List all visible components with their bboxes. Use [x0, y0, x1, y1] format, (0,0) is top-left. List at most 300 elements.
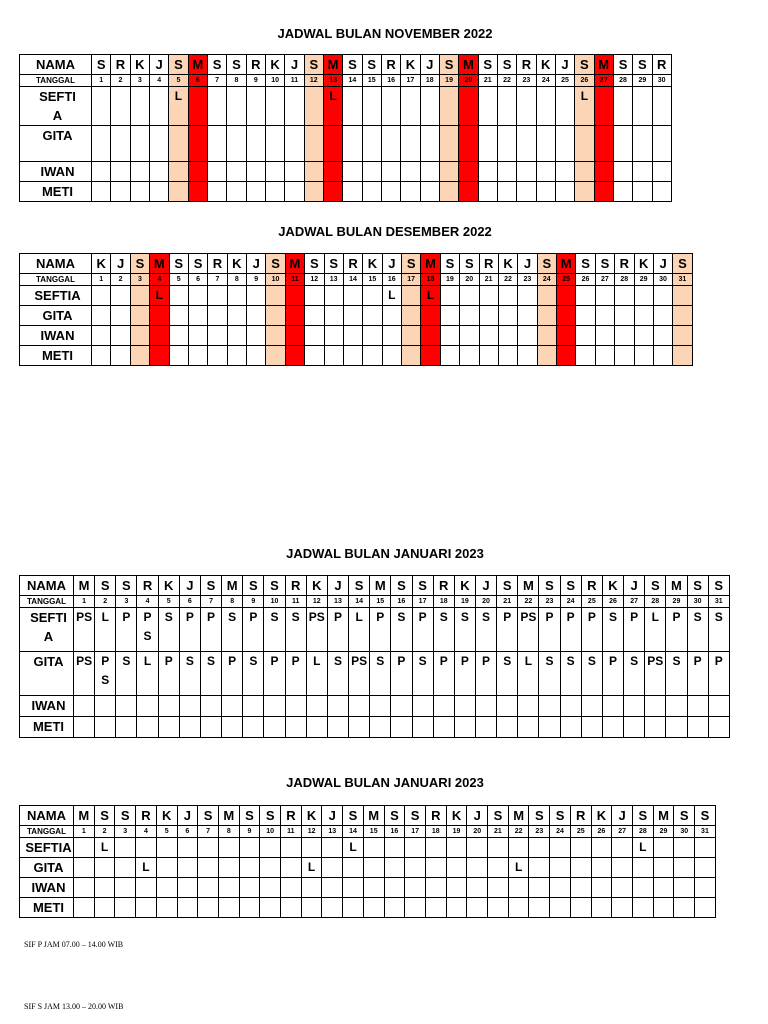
schedule-cell [305, 306, 324, 326]
date-number: 13 [327, 596, 348, 608]
date-number: 22 [498, 274, 517, 286]
schedule-cell: L [645, 608, 666, 652]
schedule-cell [218, 858, 239, 878]
schedule-cell: L [306, 652, 327, 696]
schedule-cell [362, 162, 381, 182]
schedule-cell [595, 306, 614, 326]
table-row [20, 608, 730, 652]
schedule-cell [169, 346, 188, 366]
schedule-cell [446, 898, 467, 918]
schedule-cell [446, 838, 467, 858]
date-number: 26 [575, 75, 594, 87]
day-letter: S [633, 55, 652, 75]
table-row [20, 306, 693, 326]
schedule-cell [198, 878, 219, 898]
date-number: 28 [615, 274, 634, 286]
schedule-cell: P [602, 652, 623, 696]
schedule-cell [306, 717, 327, 738]
table-row [20, 717, 730, 738]
schedule-cell: P S [95, 652, 116, 696]
day-letter: S [405, 806, 426, 826]
day-letter: S [478, 55, 497, 75]
day-letter: J [653, 254, 672, 274]
schedule-cell [645, 717, 666, 738]
schedule-cell [207, 126, 226, 162]
day-letter: M [518, 576, 539, 596]
schedule-cell [570, 878, 591, 898]
table-1-title: JADWAL BULAN NOVEMBER 2022 [277, 26, 493, 41]
schedule-cell: P S [137, 608, 158, 652]
date-number: 23 [539, 596, 560, 608]
schedule-cell [208, 346, 227, 366]
schedule-cell [634, 286, 653, 306]
schedule-cell [401, 162, 420, 182]
schedule-cell [322, 858, 343, 878]
schedule-cell: P [666, 608, 687, 652]
date-number: 15 [363, 826, 384, 838]
schedule-cell [362, 182, 381, 202]
schedule-cell [467, 898, 488, 918]
schedule-cell [615, 346, 634, 366]
date-number: 26 [576, 274, 595, 286]
schedule-cell: L [632, 838, 653, 858]
day-letter: S [613, 55, 632, 75]
schedule-cell [150, 326, 169, 346]
schedule-cell [247, 346, 266, 366]
date-number: 13 [322, 826, 343, 838]
day-letter: J [285, 55, 304, 75]
schedule-cell: L [349, 608, 370, 652]
date-number: 15 [363, 274, 382, 286]
date-number: 14 [343, 75, 362, 87]
date-number: 28 [645, 596, 666, 608]
schedule-cell [612, 838, 633, 858]
schedule-cell [188, 346, 207, 366]
schedule-cell [260, 858, 281, 878]
schedule-cell [459, 87, 478, 126]
tanggal-label: TANGGAL [20, 826, 74, 838]
schedule-cell [305, 326, 324, 346]
day-letter: S [460, 254, 479, 274]
schedule-cell [207, 87, 226, 126]
schedule-cell [169, 326, 188, 346]
day-letter: M [363, 806, 384, 826]
day-letter: K [536, 55, 555, 75]
date-number: 2 [111, 75, 130, 87]
day-letter: R [285, 576, 306, 596]
schedule-cell [478, 126, 497, 162]
schedule-cell [653, 346, 672, 366]
date-number: 24 [560, 596, 581, 608]
day-letter: S [95, 576, 116, 596]
shift-p-note: SIF P JAM 07.00 – 14.00 WIB [24, 940, 124, 949]
schedule-cell [323, 182, 342, 202]
date-number: 17 [402, 274, 421, 286]
schedule-cell [454, 696, 475, 717]
date-number: 12 [304, 75, 323, 87]
schedule-cell [156, 838, 177, 858]
schedule-cell [420, 87, 439, 126]
schedule-cell: P [222, 652, 243, 696]
schedule-cell: S [454, 608, 475, 652]
day-letter: S [239, 806, 260, 826]
schedule-cell [634, 346, 653, 366]
schedule-cell [218, 898, 239, 918]
schedule-cell [285, 182, 304, 202]
schedule-cell [324, 326, 343, 346]
schedule-cell [92, 162, 111, 182]
day-letter: R [652, 55, 671, 75]
schedule-cell [613, 87, 632, 126]
date-number: 13 [324, 274, 343, 286]
schedule-cell [115, 878, 136, 898]
schedule-cell [207, 182, 226, 202]
day-letter: M [508, 806, 529, 826]
day-letter: S [488, 806, 509, 826]
day-letter: K [301, 806, 322, 826]
day-header-row [20, 806, 716, 826]
schedule-cell [74, 696, 95, 717]
schedule-cell [74, 898, 95, 918]
schedule-cell [555, 182, 574, 202]
schedule-cell [575, 162, 594, 182]
day-letter: R [381, 55, 400, 75]
date-number: 3 [116, 596, 137, 608]
schedule-cell: S [412, 652, 433, 696]
day-letter: K [363, 254, 382, 274]
schedule-cell [478, 182, 497, 202]
person-name: METI [20, 182, 92, 202]
day-letter: R [479, 254, 498, 274]
schedule-cell: S [560, 652, 581, 696]
schedule-cell [439, 162, 458, 182]
schedule-cell: P [179, 608, 200, 652]
tanggal-label: TANGGAL [20, 596, 74, 608]
date-number: 20 [467, 826, 488, 838]
schedule-cell: P [285, 652, 306, 696]
date-number: 19 [454, 596, 475, 608]
day-letter: K [401, 55, 420, 75]
schedule-cell: S [243, 652, 264, 696]
schedule-cell [384, 838, 405, 858]
day-letter: J [111, 254, 130, 274]
day-letter: J [177, 806, 198, 826]
schedule-cell [343, 306, 362, 326]
schedule-cell [594, 162, 613, 182]
schedule-cell [537, 326, 556, 346]
date-number: 14 [343, 826, 364, 838]
schedule-cell [632, 898, 653, 918]
date-number: 1 [74, 826, 95, 838]
schedule-cell: P [708, 652, 729, 696]
schedule-cell [381, 162, 400, 182]
schedule-cell [285, 162, 304, 182]
day-letter: J [382, 254, 401, 274]
day-letter: R [137, 576, 158, 596]
schedule-cell [673, 346, 692, 366]
schedule-cell: L [518, 652, 539, 696]
day-letter: R [615, 254, 634, 274]
day-letter: M [285, 254, 304, 274]
schedule-cell [459, 162, 478, 182]
schedule-cell [243, 696, 264, 717]
date-number: 16 [384, 826, 405, 838]
date-number: 28 [613, 75, 632, 87]
schedule-cell [74, 838, 95, 858]
schedule-cell [285, 126, 304, 162]
schedule-cell [425, 878, 446, 898]
schedule-cell [591, 838, 612, 858]
schedule-table-desember-2022 [19, 253, 693, 366]
schedule-cell [529, 838, 550, 858]
schedule-cell [222, 696, 243, 717]
schedule-cell [666, 696, 687, 717]
day-letter: S [260, 806, 281, 826]
schedule-cell [391, 696, 412, 717]
schedule-cell [266, 346, 285, 366]
schedule-cell [595, 346, 614, 366]
day-letter: J [518, 254, 537, 274]
day-letter: S [497, 576, 518, 596]
schedule-cell [555, 162, 574, 182]
schedule-cell [695, 838, 716, 858]
date-number: 30 [653, 274, 672, 286]
table-row [20, 346, 693, 366]
schedule-cell [391, 717, 412, 738]
schedule-cell [433, 717, 454, 738]
day-letter: J [322, 806, 343, 826]
day-letter: M [370, 576, 391, 596]
date-number: 26 [602, 596, 623, 608]
schedule-cell [343, 182, 362, 202]
schedule-cell [136, 898, 157, 918]
day-letter: K [227, 254, 246, 274]
schedule-cell [149, 126, 168, 162]
date-number: 24 [536, 75, 555, 87]
schedule-cell [581, 696, 602, 717]
schedule-cell: PS [74, 652, 95, 696]
table-3-title: JADWAL BULAN JANUARI 2023 [286, 546, 484, 561]
date-number: 25 [581, 596, 602, 608]
table-row [20, 126, 672, 162]
schedule-cell [227, 286, 246, 306]
schedule-table-november-2022 [19, 54, 672, 202]
date-number: 22 [497, 75, 516, 87]
schedule-cell: P [391, 652, 412, 696]
schedule-cell [247, 306, 266, 326]
day-letter: S [439, 55, 458, 75]
schedule-cell: S [158, 608, 179, 652]
day-letter: S [695, 806, 716, 826]
day-letter: S [645, 576, 666, 596]
name-header: NAMA [20, 806, 74, 826]
schedule-cell [188, 286, 207, 306]
date-number: 18 [421, 274, 440, 286]
schedule-cell [343, 162, 362, 182]
schedule-cell [653, 858, 674, 878]
schedule-cell [266, 306, 285, 326]
schedule-cell [570, 838, 591, 858]
schedule-cell [402, 286, 421, 306]
schedule-cell [401, 87, 420, 126]
schedule-cell [92, 286, 111, 306]
schedule-cell [557, 286, 576, 306]
date-number: 20 [459, 75, 478, 87]
day-letter: K [158, 576, 179, 596]
date-number: 21 [497, 596, 518, 608]
day-letter: S [673, 254, 692, 274]
name-header: NAMA [20, 55, 92, 75]
date-number: 7 [208, 274, 227, 286]
schedule-cell [653, 898, 674, 918]
schedule-cell [488, 898, 509, 918]
day-letter: S [324, 254, 343, 274]
schedule-cell [460, 346, 479, 366]
day-letter: S [497, 55, 516, 75]
schedule-cell [613, 182, 632, 202]
schedule-cell [322, 878, 343, 898]
schedule-cell: S [602, 608, 623, 652]
date-number: 7 [198, 826, 219, 838]
day-letter: S [632, 806, 653, 826]
schedule-cell [401, 182, 420, 202]
schedule-cell [179, 696, 200, 717]
date-number: 25 [570, 826, 591, 838]
day-letter: S [412, 576, 433, 596]
schedule-cell [536, 162, 555, 182]
schedule-cell: P [687, 652, 708, 696]
schedule-cell [488, 858, 509, 878]
date-number: 7 [207, 75, 226, 87]
schedule-cell: PS [306, 608, 327, 652]
schedule-cell [92, 182, 111, 202]
schedule-cell [425, 838, 446, 858]
date-number: 12 [305, 274, 324, 286]
schedule-cell: S [391, 608, 412, 652]
schedule-cell [281, 898, 302, 918]
schedule-cell [198, 858, 219, 878]
date-number: 12 [301, 826, 322, 838]
schedule-cell [666, 717, 687, 738]
date-number: 4 [150, 274, 169, 286]
date-number: 1 [74, 596, 95, 608]
schedule-cell [158, 717, 179, 738]
schedule-cell [405, 858, 426, 878]
schedule-cell [363, 306, 382, 326]
day-letter: S [343, 55, 362, 75]
date-number: 2 [94, 826, 115, 838]
schedule-cell [518, 326, 537, 346]
date-number: 11 [285, 274, 304, 286]
schedule-cell [281, 878, 302, 898]
date-number: 31 [708, 596, 729, 608]
day-letter: S [391, 576, 412, 596]
schedule-cell [208, 286, 227, 306]
day-letter: S [384, 806, 405, 826]
schedule-cell [130, 87, 149, 126]
date-number: 22 [518, 596, 539, 608]
schedule-cell [433, 696, 454, 717]
schedule-cell [421, 326, 440, 346]
day-letter: R [343, 254, 362, 274]
schedule-cell [613, 162, 632, 182]
day-letter: K [498, 254, 517, 274]
day-letter: J [149, 55, 168, 75]
schedule-cell [381, 182, 400, 202]
date-number: 10 [265, 75, 284, 87]
schedule-cell [536, 87, 555, 126]
schedule-cell [169, 286, 188, 306]
day-letter: R [581, 576, 602, 596]
day-letter: S [264, 576, 285, 596]
schedule-cell [555, 87, 574, 126]
schedule-cell [115, 898, 136, 918]
table-row [20, 286, 693, 306]
schedule-cell [179, 717, 200, 738]
schedule-cell: S [370, 652, 391, 696]
schedule-cell: L [382, 286, 401, 306]
date-number: 11 [285, 596, 306, 608]
day-letter: M [557, 254, 576, 274]
schedule-cell [92, 346, 111, 366]
date-number: 16 [382, 274, 401, 286]
schedule-cell [518, 286, 537, 306]
day-letter: M [150, 254, 169, 274]
schedule-cell [243, 717, 264, 738]
schedule-cell [285, 717, 306, 738]
day-letter: K [454, 576, 475, 596]
schedule-cell [92, 87, 111, 126]
date-number: 21 [488, 826, 509, 838]
schedule-cell [363, 326, 382, 346]
schedule-cell [550, 898, 571, 918]
day-letter: K [602, 576, 623, 596]
schedule-cell [581, 717, 602, 738]
schedule-cell [475, 696, 496, 717]
schedule-cell [322, 898, 343, 918]
schedule-cell [304, 162, 323, 182]
schedule-cell [200, 696, 221, 717]
schedule-cell [695, 898, 716, 918]
schedule-cell [150, 346, 169, 366]
schedule-cell [227, 87, 246, 126]
schedule-cell [227, 346, 246, 366]
date-number: 27 [595, 274, 614, 286]
schedule-cell [247, 326, 266, 346]
shift-s-note: SIF S JAM 13.00 – 20.00 WIB [24, 1002, 124, 1011]
schedule-cell: PS [74, 608, 95, 652]
schedule-cell [381, 87, 400, 126]
schedule-cell: S [666, 652, 687, 696]
schedule-cell [653, 326, 672, 346]
schedule-cell [460, 326, 479, 346]
schedule-cell: S [581, 652, 602, 696]
schedule-cell [149, 162, 168, 182]
schedule-cell [247, 286, 266, 306]
schedule-cell [517, 162, 536, 182]
schedule-cell [536, 182, 555, 202]
schedule-cell [169, 162, 188, 182]
schedule-cell [557, 326, 576, 346]
date-number: 4 [136, 826, 157, 838]
date-header-row [20, 274, 693, 286]
schedule-cell [323, 162, 342, 182]
schedule-cell [343, 346, 362, 366]
date-number: 18 [420, 75, 439, 87]
schedule-cell [362, 126, 381, 162]
schedule-cell [633, 182, 652, 202]
schedule-cell [560, 717, 581, 738]
